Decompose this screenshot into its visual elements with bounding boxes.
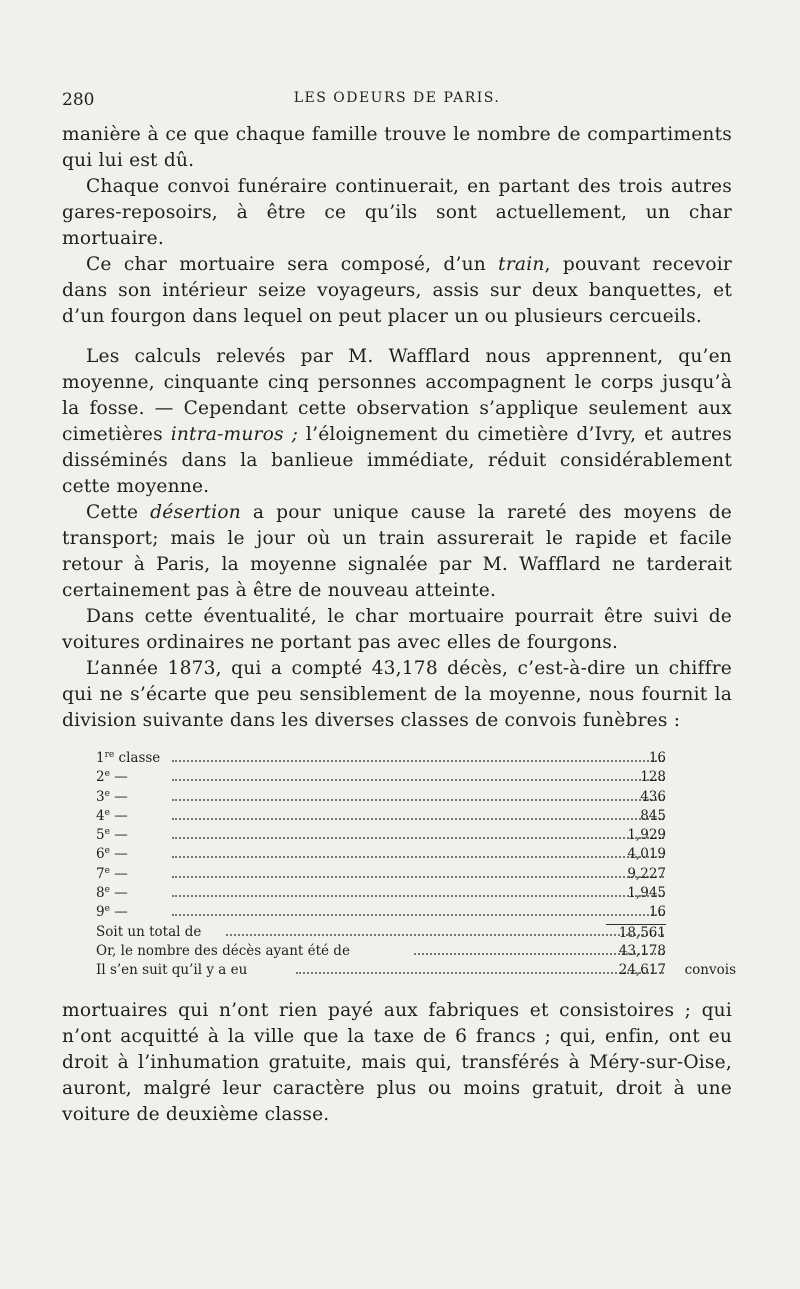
table-value: 16: [648, 750, 666, 766]
table-value: 128: [640, 769, 666, 786]
total-value: 43,178: [618, 942, 666, 959]
total-value: 24,617: [618, 962, 666, 979]
table-value: 4,019: [627, 846, 666, 863]
table-value: 9,227: [627, 865, 666, 882]
table-row: 1re classe 16: [96, 750, 666, 766]
table-row: 3e — 436: [96, 788, 666, 805]
italic-text: intra-muros ;: [170, 424, 299, 445]
paragraph-continuation: manière à ce que chaque famille trouve le nombre de compartiments qui lui est dû.: [62, 124, 732, 171]
paragraph: Chaque convoi funéraire continuerait, en partant des trois autres gares-reposoirs, à être ce qu’ils sont actuellement, un char mortuaire.: [62, 176, 732, 249]
page-number: 280: [62, 90, 95, 110]
paragraph-continuation: mortuaires qui n’ont rien payé aux fabriques et consistoires ; qui n’ont acquitté à la ville que la taxe de 6 francs ; qui, enfin, ont eu droit à l’inhumation gratuite, mais qui, transférés à Méry-sur-Oise, auront, malgré leur caractère plus ou moins gratuit, droit à une voiture de deuxième classe.: [62, 999, 732, 1125]
total-row: Or, le nombre des décès ayant été de 43,178: [96, 942, 666, 959]
table-value: 436: [640, 788, 666, 805]
table-row: 6e — 4,019: [96, 846, 666, 863]
italic-text: train: [498, 254, 545, 275]
paragraph: Les calculs relevés par M. Wafflard nous apprennent, qu’en moyenne, cinquante cinq personnes accompagnent le corps jusqu’à la fosse. — Cependant cette observation s’applique seulement aux cimetières intra-muros ; l’éloignement du cimetière d’Ivry, et autres disséminés dans la banlieue immédiate, réduit considérablement cette moyenne.: [62, 346, 732, 497]
table-value: 845: [640, 807, 666, 824]
table-row: 2e — 128: [96, 769, 666, 786]
paragraph: L’année 1873, qui a compté 43,178 décès, c’est-à-dire un chiffre qui ne s’écarte que peu sensiblement de la moyenne, nous fournit la division suivante dans les diverses classes de convois funèbres :: [62, 658, 732, 731]
table-row: 7e — 9,227: [96, 865, 666, 882]
total-row: Soit un total de 18,561: [96, 923, 666, 941]
table-row: 9e — 16: [96, 904, 666, 921]
book-page: [62, 0, 738, 1289]
paragraph: Cette désertion a pour unique cause la rareté des moyens de transport; mais le jour où un train assurerait le rapide et facile retour à Paris, la moyenne signalée par M. Wafflard ne tarderait certainement pas à être de nouveau atteinte.: [62, 502, 732, 601]
page-header: [62, 90, 732, 112]
funeral-class-table: [96, 750, 734, 982]
table-row: 5e — 1,929: [96, 827, 666, 844]
total-row: Il s’en suit qu’il y a eu 24,617 convois: [96, 962, 736, 979]
page-body: [62, 122, 736, 1128]
total-value: 18,561: [606, 924, 666, 941]
paragraph: Ce char mortuaire sera composé, d’un train, pouvant recevoir dans son intérieur seize voyageurs, assis sur deux banquettes, et d’un fourgon dans lequel on peut placer un ou plusieurs cercueils.: [62, 254, 732, 327]
unit-label: convois: [684, 962, 736, 979]
table-value: 16: [648, 904, 666, 921]
table-value: 1,945: [627, 885, 666, 902]
italic-text: désertion: [150, 502, 241, 523]
table-value: 1,929: [627, 827, 666, 844]
table-row: 8e — 1,945: [96, 885, 666, 902]
running-title: LES ODEURS DE PARIS.: [293, 90, 501, 106]
paragraph: Dans cette éventualité, le char mortuaire pourrait être suivi de voitures ordinaires ne portant pas avec elles de fourgons.: [62, 606, 732, 653]
table-row: 4e — 845: [96, 807, 666, 824]
